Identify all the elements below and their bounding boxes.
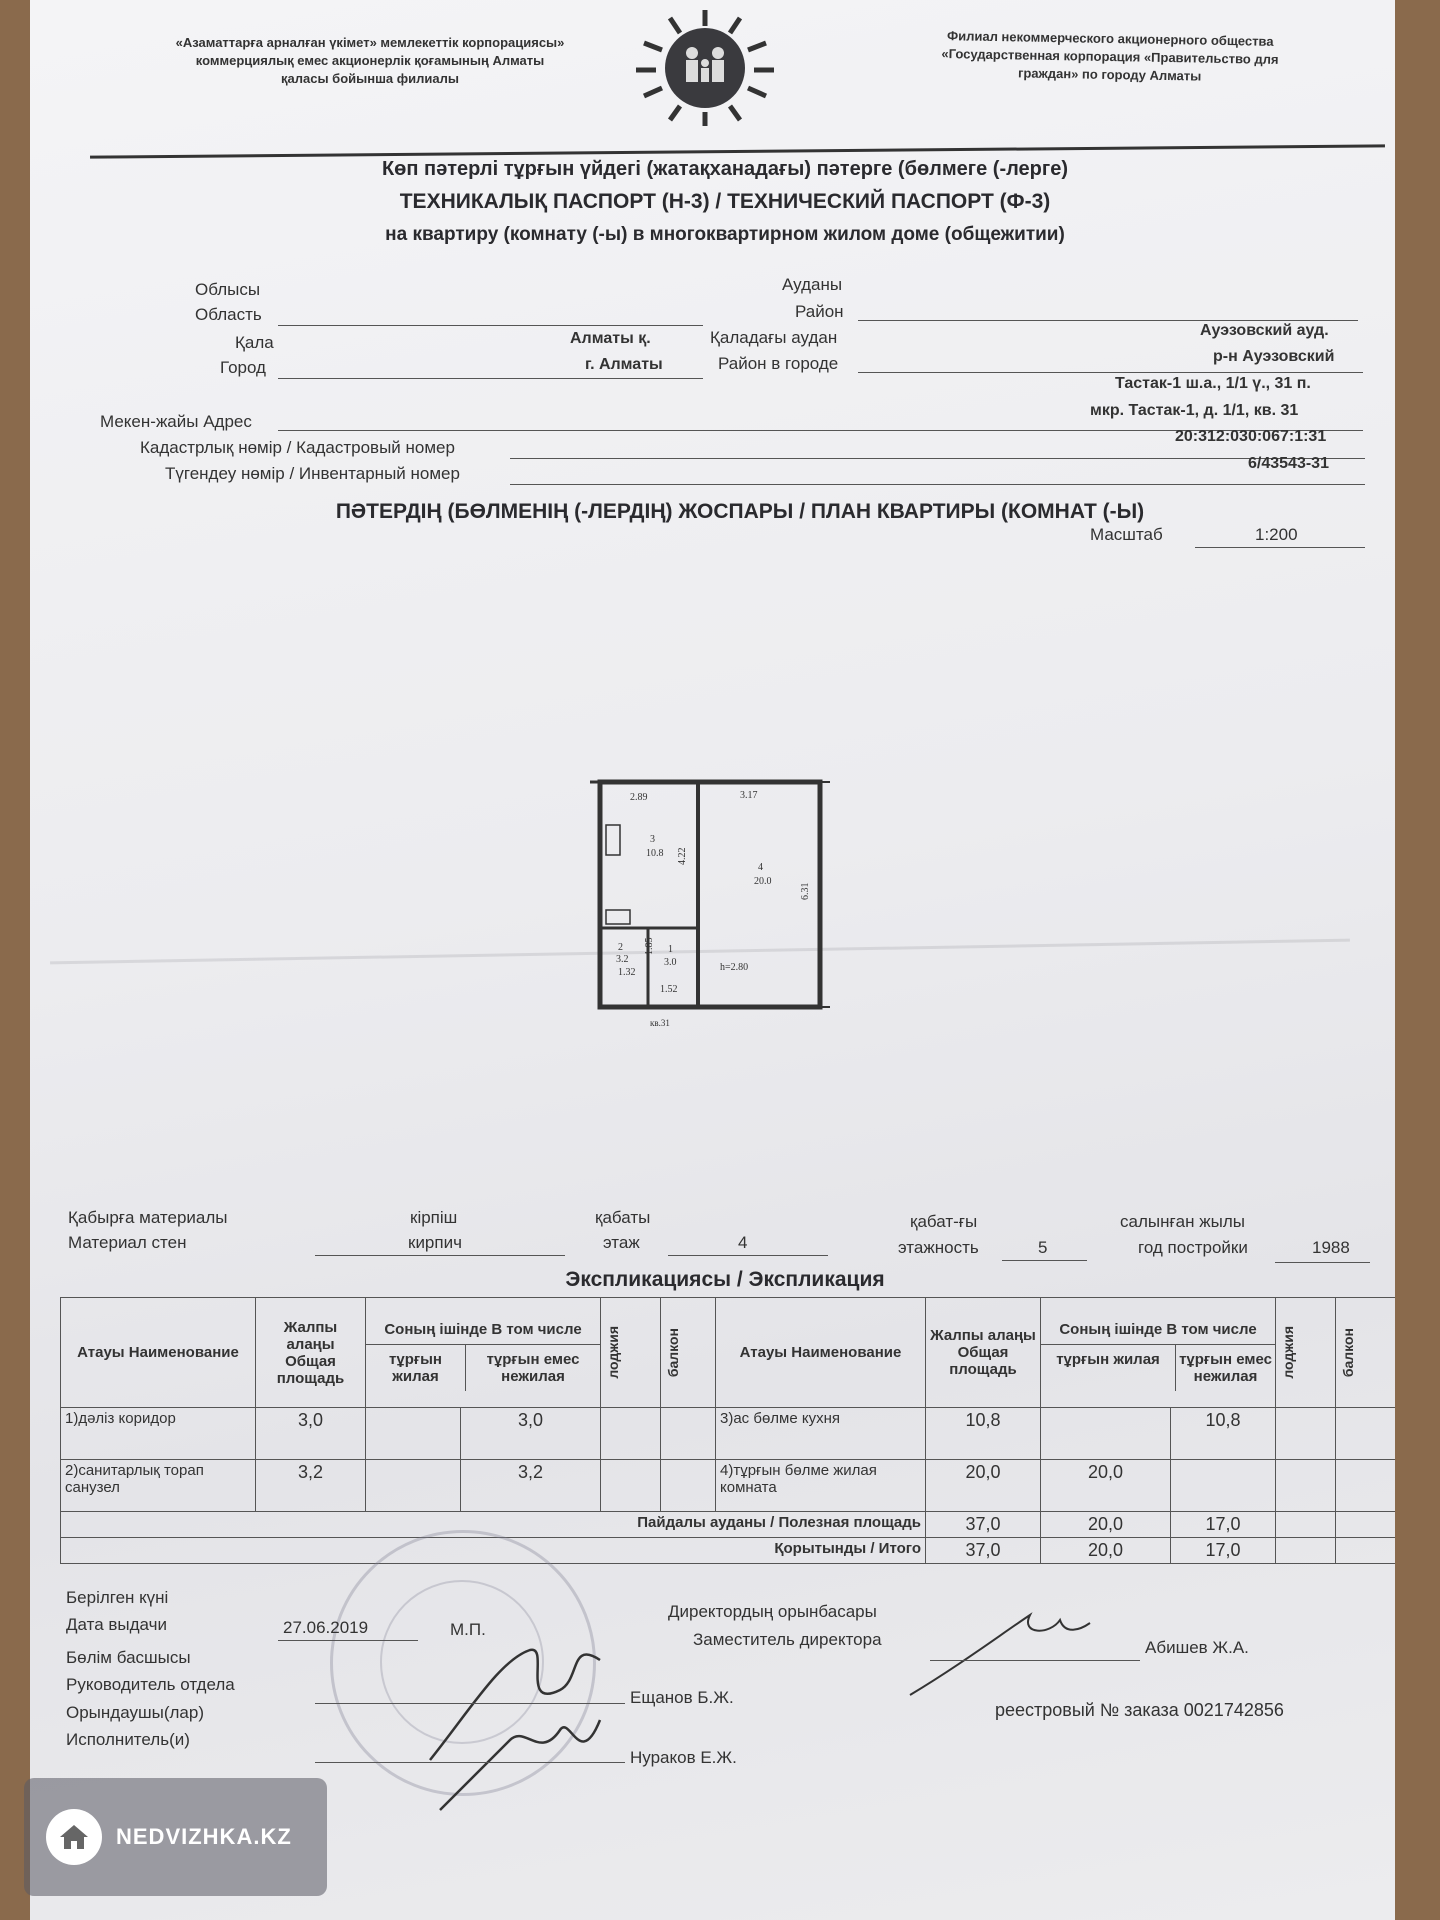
empty-cell [1276, 1512, 1336, 1538]
corporation-logo [630, 8, 780, 128]
field-label: Бөлім басшысы [66, 1648, 191, 1667]
incl-label: Соның ішінде В том числе [1041, 1315, 1275, 1345]
room-loggia [1276, 1460, 1336, 1512]
room-area: 10.8 [646, 848, 664, 859]
field-label: Район в городе [718, 354, 839, 373]
table-row [61, 1408, 1396, 1460]
room-total: 3,2 [256, 1460, 366, 1512]
address-value-ru: мкр. Тастак-1, д. 1/1, кв. 31 [1090, 402, 1299, 419]
inventory-value: 6/43543-31 [1248, 455, 1329, 472]
room-nonliving: 3,0 [461, 1408, 601, 1460]
field-label: Түгендеу нөмір / Инвентарный номер [165, 464, 460, 483]
wall-material-ru: кирпич [408, 1233, 462, 1252]
col-header-balcony: балкон [1340, 1327, 1356, 1378]
room-balcony [661, 1460, 716, 1512]
field-label: Облысы [195, 280, 261, 299]
home-icon [46, 1809, 102, 1865]
header-right-line: граждан» по городу Алматы [1017, 65, 1202, 84]
seal-mark: М.П. [450, 1620, 486, 1639]
plan-dim: 1.32 [618, 967, 636, 978]
field-label: Қала [235, 333, 274, 352]
field-label: қабат-ғы [910, 1212, 978, 1231]
field-label: Дата выдачи [66, 1615, 167, 1634]
field-label: Қаладағы аудан [710, 328, 838, 347]
title-ru: на квартиру (комнату (-ы) в многоквартирном жилом доме (общежитии) [385, 224, 1065, 245]
signature-exec [430, 1700, 630, 1820]
field-line [510, 484, 1365, 485]
field-line [315, 1762, 625, 1763]
room-area: 20.0 [754, 876, 772, 887]
district-value-kz: Ауэзовский ауд. [1200, 322, 1329, 339]
field-label: салынған жылы [1120, 1212, 1245, 1231]
room-living [1041, 1408, 1171, 1460]
site-watermark [24, 1778, 327, 1896]
field-line [315, 1255, 565, 1256]
header-right [850, 25, 1371, 88]
room-name: 4)тұрғын бөлме жилая комната [716, 1460, 926, 1512]
scale-value: 1:200 [1255, 525, 1298, 544]
deputy-name: Абишев Ж.А. [1145, 1638, 1249, 1657]
room-living: 20,0 [1041, 1460, 1171, 1512]
title-kz: Көп пәтерлі тұрғын үйдегі (жатақханадағы) пәтерге (бөлмеге (-лерге) [381, 158, 1069, 180]
city-value-ru: г. Алматы [585, 356, 663, 373]
field-line [315, 1703, 625, 1704]
header-right-line: «Государственная корпорация «Правительство для [941, 46, 1279, 67]
explication-table [60, 1297, 1395, 1564]
field-label: Район [795, 302, 844, 321]
room-balcony [1336, 1460, 1396, 1512]
issue-date: 27.06.2019 [283, 1618, 369, 1637]
field-label: Исполнитель(и) [66, 1730, 190, 1749]
room-number: 4 [758, 862, 763, 873]
total-row [61, 1538, 1396, 1564]
floor-value: 4 [738, 1233, 748, 1252]
useful-nonliving: 17,0 [1171, 1512, 1276, 1538]
col-header-name: Атауы Наименование [61, 1298, 256, 1408]
field-line [668, 1255, 828, 1256]
plan-dim: 3.17 [740, 790, 758, 801]
field-line [858, 320, 1358, 321]
col-header-loggia: лоджия [605, 1326, 621, 1379]
room-loggia [601, 1408, 661, 1460]
year-value: 1988 [1312, 1238, 1350, 1257]
total-label: Қорытынды / Итого [61, 1538, 926, 1564]
field-label: Заместитель директора [693, 1630, 882, 1649]
col-header-balcony: балкон [665, 1327, 681, 1378]
district-value-ru: р-н Ауэзовский [1213, 348, 1335, 365]
header-left-line: «Азаматтарға арналған үкімет» мемлекеттік корпорациясы» [175, 35, 565, 50]
field-line [278, 378, 703, 379]
col-header-name: Атауы Наименование [716, 1298, 926, 1408]
header-divider [90, 144, 1385, 158]
room-nonliving [1171, 1460, 1276, 1512]
field-label: Орындаушы(лар) [66, 1703, 204, 1722]
field-line [510, 458, 1365, 459]
document-page [30, 0, 1395, 1920]
table-row [61, 1460, 1396, 1512]
room-nonliving: 3,2 [461, 1460, 601, 1512]
room-total: 20,0 [926, 1460, 1041, 1512]
room-area: 3.0 [664, 957, 677, 968]
useful-area-label: Пайдалы ауданы / Полезная площадь [61, 1512, 926, 1538]
col-header-incl [366, 1298, 601, 1408]
wall-material-kz: кірпіш [410, 1208, 458, 1227]
grand-nonliving: 17,0 [1171, 1538, 1276, 1564]
room-number: 1 [668, 944, 673, 955]
room-number: 3 [650, 834, 655, 845]
field-line [278, 325, 703, 326]
room-loggia [1276, 1408, 1336, 1460]
floor-plan [570, 770, 840, 1030]
useful-living: 20,0 [1041, 1512, 1171, 1538]
watermark-text: NEDVIZHKA.KZ [116, 1824, 292, 1849]
header-left-line: коммерциялық емес акционерлік қоғамының Алматы [195, 53, 545, 68]
page-title: ТЕХНИКАЛЫҚ ПАСПОРТ (Н-3) / ТЕХНИЧЕСКИЙ ПАСПОРТ (Ф-3) [399, 190, 1051, 213]
field-label: этажность [898, 1238, 979, 1257]
incl-label: Соның ішінде В том числе [366, 1315, 600, 1345]
signature-deputy [900, 1595, 1150, 1715]
empty-cell [1276, 1538, 1336, 1564]
room-number: 2 [618, 942, 623, 953]
room-name: 2)санитарлық торап санузел [61, 1460, 256, 1512]
room-name: 1)дәліз коридор [61, 1408, 256, 1460]
plan-dim: 6.31 [800, 882, 811, 900]
plan-dim: 4.22 [677, 847, 688, 865]
col-header-living: тұрғын жилая [366, 1345, 466, 1391]
grand-total: 37,0 [926, 1538, 1041, 1564]
plan-dim: 2.89 [630, 792, 648, 803]
city-value-kz: Алматы қ. [570, 330, 651, 347]
col-header-nonliving: тұрғын емес нежилая [486, 1350, 580, 1385]
header-right-line: Филиал некоммерческого акционерного общества [946, 28, 1274, 49]
plan-height: h=2.80 [720, 962, 749, 973]
empty-cell [1336, 1512, 1396, 1538]
field-line [858, 372, 1363, 373]
room-total: 10,8 [926, 1408, 1041, 1460]
col-header-living: тұрғын жилая [1041, 1345, 1176, 1391]
room-balcony [661, 1408, 716, 1460]
col-header-loggia: лоджия [1280, 1326, 1296, 1379]
col-header-incl [1041, 1298, 1276, 1408]
room-living [366, 1460, 461, 1512]
col-header-nonliving: тұрғын емес нежилая [1179, 1350, 1272, 1385]
apartment-mark: кв.31 [650, 1018, 670, 1028]
field-label: Мекен-жайы Адрес [100, 412, 252, 431]
field-label: Материал стен [68, 1233, 187, 1252]
plan-dim: 1.85 [644, 937, 655, 955]
col-header-total: Жалпы алаңы Общая площадь [926, 1298, 1041, 1408]
room-total: 3,0 [256, 1408, 366, 1460]
field-label: Берілген күні [66, 1588, 169, 1607]
empty-cell [1336, 1538, 1396, 1564]
room-name: 3)ас бөлме кухня [716, 1408, 926, 1460]
field-line [278, 1640, 418, 1641]
field-label: Кадастрлық нөмір / Кадастровый номер [140, 438, 455, 457]
room-balcony [1336, 1408, 1396, 1460]
order-number: реестровый № заказа 0021742856 [995, 1700, 1284, 1720]
useful-area-row [61, 1512, 1396, 1538]
field-label: Город [220, 358, 266, 377]
field-label: Ауданы [782, 275, 843, 294]
exec-name: Нураков Е.Ж. [630, 1748, 737, 1767]
field-label: этаж [603, 1233, 640, 1252]
address-value-kz: Тастак-1 ш.а., 1/1 ү., 31 п. [1115, 375, 1311, 392]
explication-title: Экспликациясы / Экспликация [565, 1268, 885, 1291]
cadastral-value: 20:312:030:067:1:31 [1175, 428, 1327, 445]
room-living [366, 1408, 461, 1460]
col-header-total: Жалпы алаңы Общая площадь [256, 1298, 366, 1408]
plan-title: ПӘТЕРДІҢ (БӨЛМЕНІҢ (-ЛЕРДІҢ) ЖОСПАРЫ / ПЛАН КВАРТИРЫ (КОМНАТ (-Ы) [335, 500, 1145, 523]
field-label: Директордың орынбасары [668, 1602, 877, 1621]
field-label: Область [195, 305, 262, 324]
header-left-line: қаласы бойынша филиалы [281, 71, 459, 86]
field-line [1195, 547, 1365, 548]
field-label: Қабырға материалы [68, 1208, 228, 1227]
head-name: Ещанов Б.Ж. [630, 1688, 734, 1707]
field-line [1002, 1260, 1087, 1261]
room-nonliving: 10,8 [1171, 1408, 1276, 1460]
plan-dim: 1.52 [660, 984, 678, 995]
header-left [100, 34, 640, 88]
field-line [1275, 1262, 1370, 1263]
grand-living: 20,0 [1041, 1538, 1171, 1564]
field-label: год постройки [1138, 1238, 1248, 1257]
useful-total: 37,0 [926, 1512, 1041, 1538]
field-line [930, 1660, 1140, 1661]
floors-value: 5 [1038, 1238, 1048, 1257]
scale-label: Масштаб [1090, 525, 1163, 544]
room-area: 3.2 [616, 954, 629, 965]
field-label: Руководитель отдела [66, 1675, 235, 1694]
room-loggia [601, 1460, 661, 1512]
field-label: қабаты [595, 1208, 651, 1227]
